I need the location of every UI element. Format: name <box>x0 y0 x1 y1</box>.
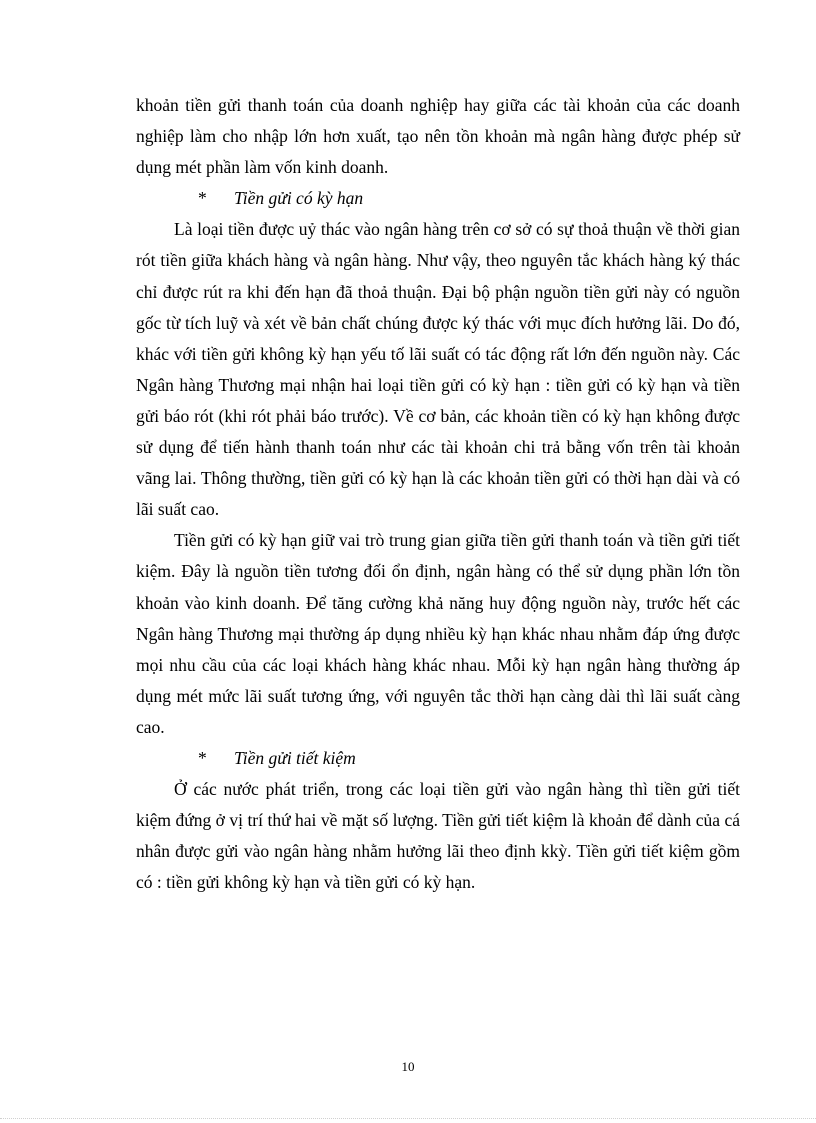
paragraph-continuation: khoản tiền gửi thanh toán của doanh nghiệp hay giữa các tài khoản của các doanh nghiệp làm cho nhập lớn hơn xuất, tạo nên tồn khoản mà ngân hàng được phép sử dụng mét phần làm vốn kinh doanh. <box>136 95 740 178</box>
heading-text: Tiền gửi tiết kiệm <box>234 747 356 768</box>
section-heading-term-deposits <box>136 183 740 214</box>
paragraph-term-deposit-role: Tiền gửi có kỳ hạn giữ vai trò trung gian giữa tiền gửi thanh toán và tiền gửi tiết kiệm. Đây là nguồn tiền tương đối ổn định, ngân hàng có thể sử dụng phần lớn tồn khoản vào kinh doanh. Để tăng cường khả năng huy động nguồn này, trước hết các Ngân hàng Thương mại thường áp dụng nhiều kỳ hạn khác nhau nhằm đáp ứng được mọi nhu cầu của các loại khách hàng khác nhau. Mỗi kỳ hạn ngân hàng thường áp dụng mét mức lãi suất tương ứng, với nguyên tắc thời hạn càng dài thì lãi suất càng cao. <box>136 530 740 737</box>
bullet-asterisk: * <box>198 188 207 209</box>
page-bottom-divider <box>0 1118 816 1119</box>
page-number: 10 <box>401 1059 415 1074</box>
heading-text: Tiền gửi có kỳ hạn <box>234 188 364 209</box>
document-body <box>136 90 740 898</box>
paragraph-term-deposit-definition: Là loại tiền được uỷ thác vào ngân hàng trên cơ sở có sự thoả thuận về thời gian rót tiền giữa khách hàng và ngân hàng. Như vậy, theo nguyên tắc khách hàng ký thác chỉ được rút ra khi đến hạn đã thoả thuận. Đại bộ phận nguồn tiền gửi này có nguồn gốc từ tích luỹ và xét về bản chất chúng được ký thác với mục đích hưởng lãi. Do đó, khác với tiền gửi không kỳ hạn yếu tố lãi suất có tác động rất lớn đến nguồn này. Các Ngân hàng Thương mại nhận hai loại tiền gửi có kỳ hạn : tiền gửi có kỳ hạn và tiền gửi báo rót (khi rót phải báo trước). Về cơ bản, các khoản tiền có kỳ hạn không được sử dụng để tiến hành thanh toán như các tài khoản chi trả bằng vốn trên tài khoản vãng lai. Thông thường, tiền gửi có kỳ hạn là các khoản tiền gửi có thời hạn dài và có lãi suất cao. <box>136 219 740 520</box>
bullet-asterisk: * <box>198 747 207 768</box>
section-heading-savings-deposits <box>136 743 740 774</box>
paragraph-savings-deposit: Ở các nước phát triển, trong các loại tiền gửi vào ngân hàng thì tiền gửi tiết kiệm đứng ở vị trí thứ hai về mặt số lượng. Tiền gửi tiết kiệm là khoản để dành của cá nhân được gửi vào ngân hàng nhằm hưởng lãi theo định kkỳ. Tiền gửi tiết kiệm gồm có : tiền gửi không kỳ hạn và tiền gửi có kỳ hạn. <box>136 779 740 893</box>
